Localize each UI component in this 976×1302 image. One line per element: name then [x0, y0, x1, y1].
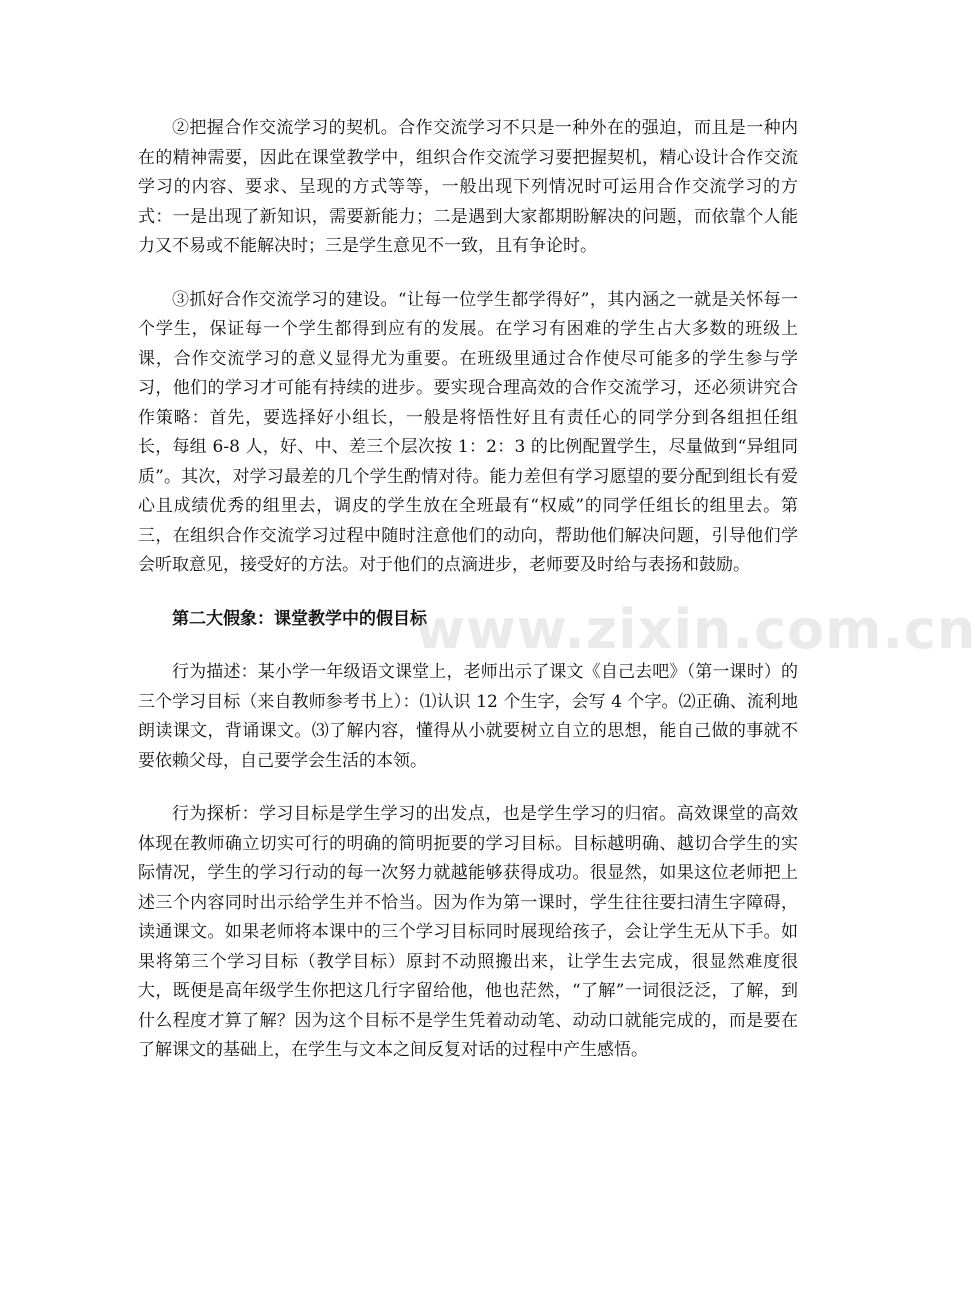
paragraph-cooperative-building: ③抓好合作交流学习的建设。“让每一位学生都学得好”，其内涵之一就是关怀每一个学生，保证每一个学生都得到应有的发展。在学习有困难的学生占大多数的班级上课，合作交流学习的意义显得尤为重要。在班级里通过合作使尽可能多的学生参与学习，他们的学习才可能有持续的进步。要实现合理高效的合作交流学习，还必须讲究合作策略：首先，要选择好小组长，一般是将悟性好且有责任心的同学分到各组担任组长，每组 6-8 人，好、中、差三个层次按 1：2：3 的比例配置学生，尽量做到“异组同质”。其次，对学习最差的几个学生酌情对待。能力差但有学习愿望的要分配到组长有爱心且成绩优秀的组里去，调皮的学生放在全班最有“权威”的同学任组长的组里去。第三，在组织合作交流学习过程中随时注意他们的动向，帮助他们解决问题，引导他们学会听取意见，接受好的方法。对于他们的点滴进步，老师要及时给与表扬和鼓励。	[138, 289, 798, 575]
watermark: www.zixin.com.cn	[415, 598, 976, 661]
document-body	[138, 114, 798, 1066]
paragraph-cooperative-timing: ②把握合作交流学习的契机。合作交流学习不只是一种外在的强迫，而且是一种内在的精神需要，因此在课堂教学中，组织合作交流学习要把握契机，精心设计合作交流学习的内容、要求、呈现的方式等等，一般出现下列情况时可运用合作交流学习的方式：一是出现了新知识，需要新能力；二是遇到大家都期盼解决的问题，而依靠个人能力又不易或不能解决时；三是学生意见不一致，且有争论时。	[138, 118, 798, 256]
paragraph-spacer	[138, 262, 798, 286]
section-heading: 第二大假象：课堂教学中的假目标	[172, 608, 427, 629]
paragraph-spacer	[138, 776, 798, 800]
paragraph-spacer	[138, 581, 798, 605]
paragraph-behavior-description: 行为描述：某小学一年级语文课堂上，老师出示了课文《自己去吧》（第一课时）的三个学习目标（来自教师参考书上）：⑴认识 12 个生字，会写 4 个字。⑵正确、流利地朗读课文，背诵课文。⑶了解内容，懂得从小就要树立自立的思想，能自己做的事就不要依赖父母，自己要学会生活的本领。	[138, 662, 798, 771]
paragraph-behavior-analysis: 行为探析：学习目标是学生学习的出发点，也是学生学习的归宿。高效课堂的高效体现在教师确立切实可行的明确的简明扼要的学习目标。目标越明确、越切合学生的实际情况，学生的学习行动的每一次努力就越能够获得成功。很显然，如果这位老师把上述三个内容同时出示给学生并不恰当。因为作为第一课时，学生往往要扫清生字障碍，读通课文。如果老师将本课中的三个学习目标同时展现给孩子，会让学生无从下手。如果将第三个学习目标（教学目标）原封不动照搬出来，让学生去完成，很显然难度很大，既便是高年级学生你把这几行字留给他，他也茫然，“了解”一词很泛泛，了解，到什么程度才算了解？因为这个目标不是学生凭着动动笔、动动口就能完成的，而是要在了解课文的基础上，在学生与文本之间反复对话的过程中产生感悟。	[138, 804, 798, 1060]
paragraph-spacer	[138, 634, 798, 658]
